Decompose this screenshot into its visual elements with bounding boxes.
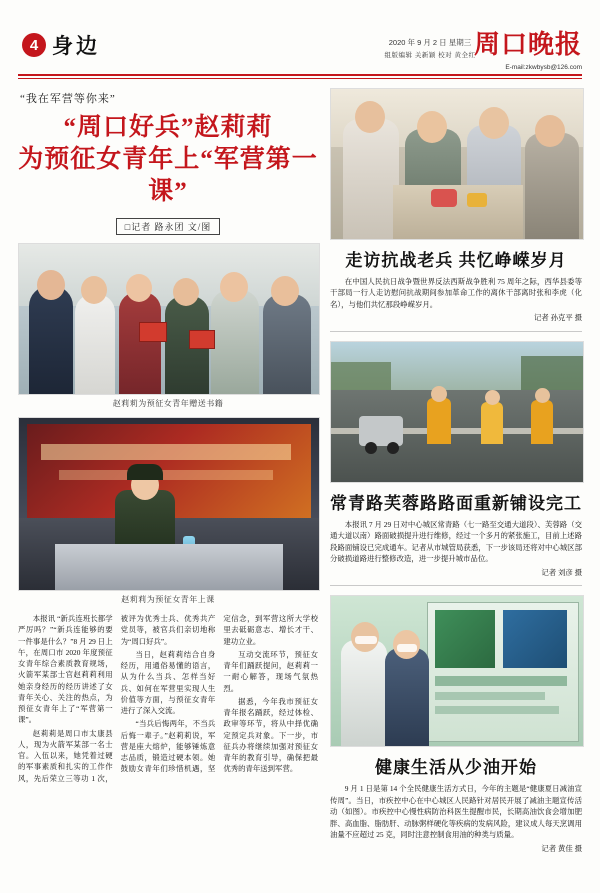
article-paragraph: “当兵后悔两年，不当兵后悔一辈子。”赵莉莉说，军营是座大熔炉，能够锤炼意志品质，锻造过硬本领。她鼓励女青年们珍惜机遇，坚定信念，到军营这所大学校里去砥砺意志、增长才干、建功立业。 (120, 614, 318, 774)
photo-story-veterans (330, 88, 582, 332)
left-column (18, 90, 318, 784)
veterans-text (330, 276, 582, 324)
health-text (330, 783, 582, 854)
divider (330, 585, 582, 586)
article-paragraph: 互动交流环节，预征女青年们踊跃提问，赵莉莉一一耐心解答，现场气氛热烈。 (223, 649, 318, 693)
photo-book-donation (18, 243, 320, 395)
contact-email: E-mail:zkwbysb@126.com (505, 64, 582, 71)
veterans-credit: 记者 孙克平 摄 (533, 313, 582, 323)
masthead-logo (474, 24, 582, 71)
article-paragraph: 赵莉莉是周口市太康县人，现为火箭军某部一名士官。入伍以来，她凭着过硬的军事素质和扎实的工作作风，先后荣立三等功 1 次，被评为优秀士兵、优秀共产党员等，被官兵们亲切地称为“周口好兵”。 (18, 614, 216, 783)
masthead-rule-thick (18, 74, 582, 76)
main-headline-line1: “周口好兵”赵莉莉 (63, 114, 273, 141)
article-paragraph: 本报讯 “新兵连班长都学严厉吗？”“新兵连能够的要一件事是什么？”8 月 29 日上午，在周口市 2020 年度预征女青年综合素质教育规场，火箭军某部士官赵莉莉利用她亲身经历的经历讲述了女青年关心、关注的热点，为预征女青年上了“军营第一课”。 (18, 614, 113, 725)
publication-date: 2020 年 9 月 2 日 星期三 (388, 38, 472, 47)
health-headline: 健康生活从少油开始 (375, 758, 537, 778)
article-paragraph: 当日，赵莉莉结合自身经历，用通俗易懂的语言，从为什么当兵、怎样当好兵、如何在军营里实现人生价值等方面，与预征女青年进行了深入交流。 (120, 649, 216, 715)
page-number-group (22, 30, 100, 60)
photo-story-road (330, 341, 582, 586)
divider (330, 331, 582, 332)
photo1-caption: 赵莉莉为预征女青年赠送书籍 (112, 399, 224, 408)
photo-health-campaign (330, 595, 584, 747)
veterans-headline: 走访抗战老兵 共忆峥嵘岁月 (345, 251, 567, 270)
masthead (0, 0, 600, 78)
health-paragraph: 9 月 1 日是第 14 个全民健康生活方式日，今年的主题是“健康夏日减油宣传周”。当日，市疾控中心在中心城区人民路针对居民开展了减油主题宣传活动（如图）。市疾控中心慢性病防治科医生提醒市民，长期高油饮食会增加肥胖、高血脂、脂肪肝、动脉粥样硬化等疾病的发病风险，建议成人每天烹调用油量不应超过 25 克，同时注意控制食用油的种类与质量。 (330, 784, 582, 840)
photo-road-paving (330, 341, 584, 483)
article-paragraph: 据悉，今年我市预征女青年报名踊跃，经过体检、政审等环节，将从中择优确定预定兵对象。下一步，市征兵办将继续加强对预征女青年的教育引导，确保把最优秀的青年送到军营。 (223, 696, 318, 774)
main-headline-line2: 为预征女青年上“军营第一课” (18, 146, 318, 205)
photo-lecture-art (19, 418, 319, 590)
road-credit: 记者 刘彦 摄 (541, 567, 582, 577)
right-column (330, 88, 582, 863)
photo-veterans-visit (330, 88, 584, 240)
masthead-rule-thin (18, 78, 582, 79)
section-title: 身边 (52, 34, 100, 58)
editor-credits: 组版编辑 关新颖 校对 黄全红 (384, 51, 476, 59)
road-text (330, 519, 582, 578)
photo-health-art (331, 596, 583, 746)
photo-road-art (331, 342, 583, 482)
main-headline (18, 112, 318, 208)
byline-wrap (18, 218, 318, 235)
road-headline: 常青路芙蓉路路面重新铺设完工 (330, 493, 582, 513)
page-number-badge: 4 (22, 33, 46, 57)
road-paragraph: 本报讯 7 月 29 日对中心城区常青路（七一路至交通大道段）、芙蓉路（交通大道以南）路面破损提升进行维修，经过一个多月的紧张施工，目前上述路段路面铺设已完成通车。记者从市城管局获悉，下一步该局还将对中心城区部分破损道路进行整修改造，进一步提升城市品位。 (330, 519, 582, 564)
byline: □记者 路永团 文/图 (116, 218, 220, 235)
veterans-paragraph: 在中国人民抗日战争暨世界反法西斯战争胜利 75 周年之际，西华县委等干部局一行人走访慰问抗战期间参加革命工作的离休干部离时张和李虎（化名），与他们共忆那段峥嵘岁月。 (330, 277, 582, 309)
health-credit: 记者 黄佳 摄 (541, 843, 582, 853)
article-body (18, 613, 318, 784)
newspaper-name: 周口晚报 (473, 30, 582, 59)
photo-story-health (330, 595, 582, 854)
photo-veterans-art (331, 89, 583, 239)
photo-lecture (18, 417, 320, 591)
photo-book-donation-art (19, 244, 319, 394)
article-kicker: “我在军营等你来” (20, 93, 116, 105)
masthead-date-credits (370, 36, 490, 61)
photo2-caption: 赵莉莉为预征女青年上课 (121, 595, 215, 604)
